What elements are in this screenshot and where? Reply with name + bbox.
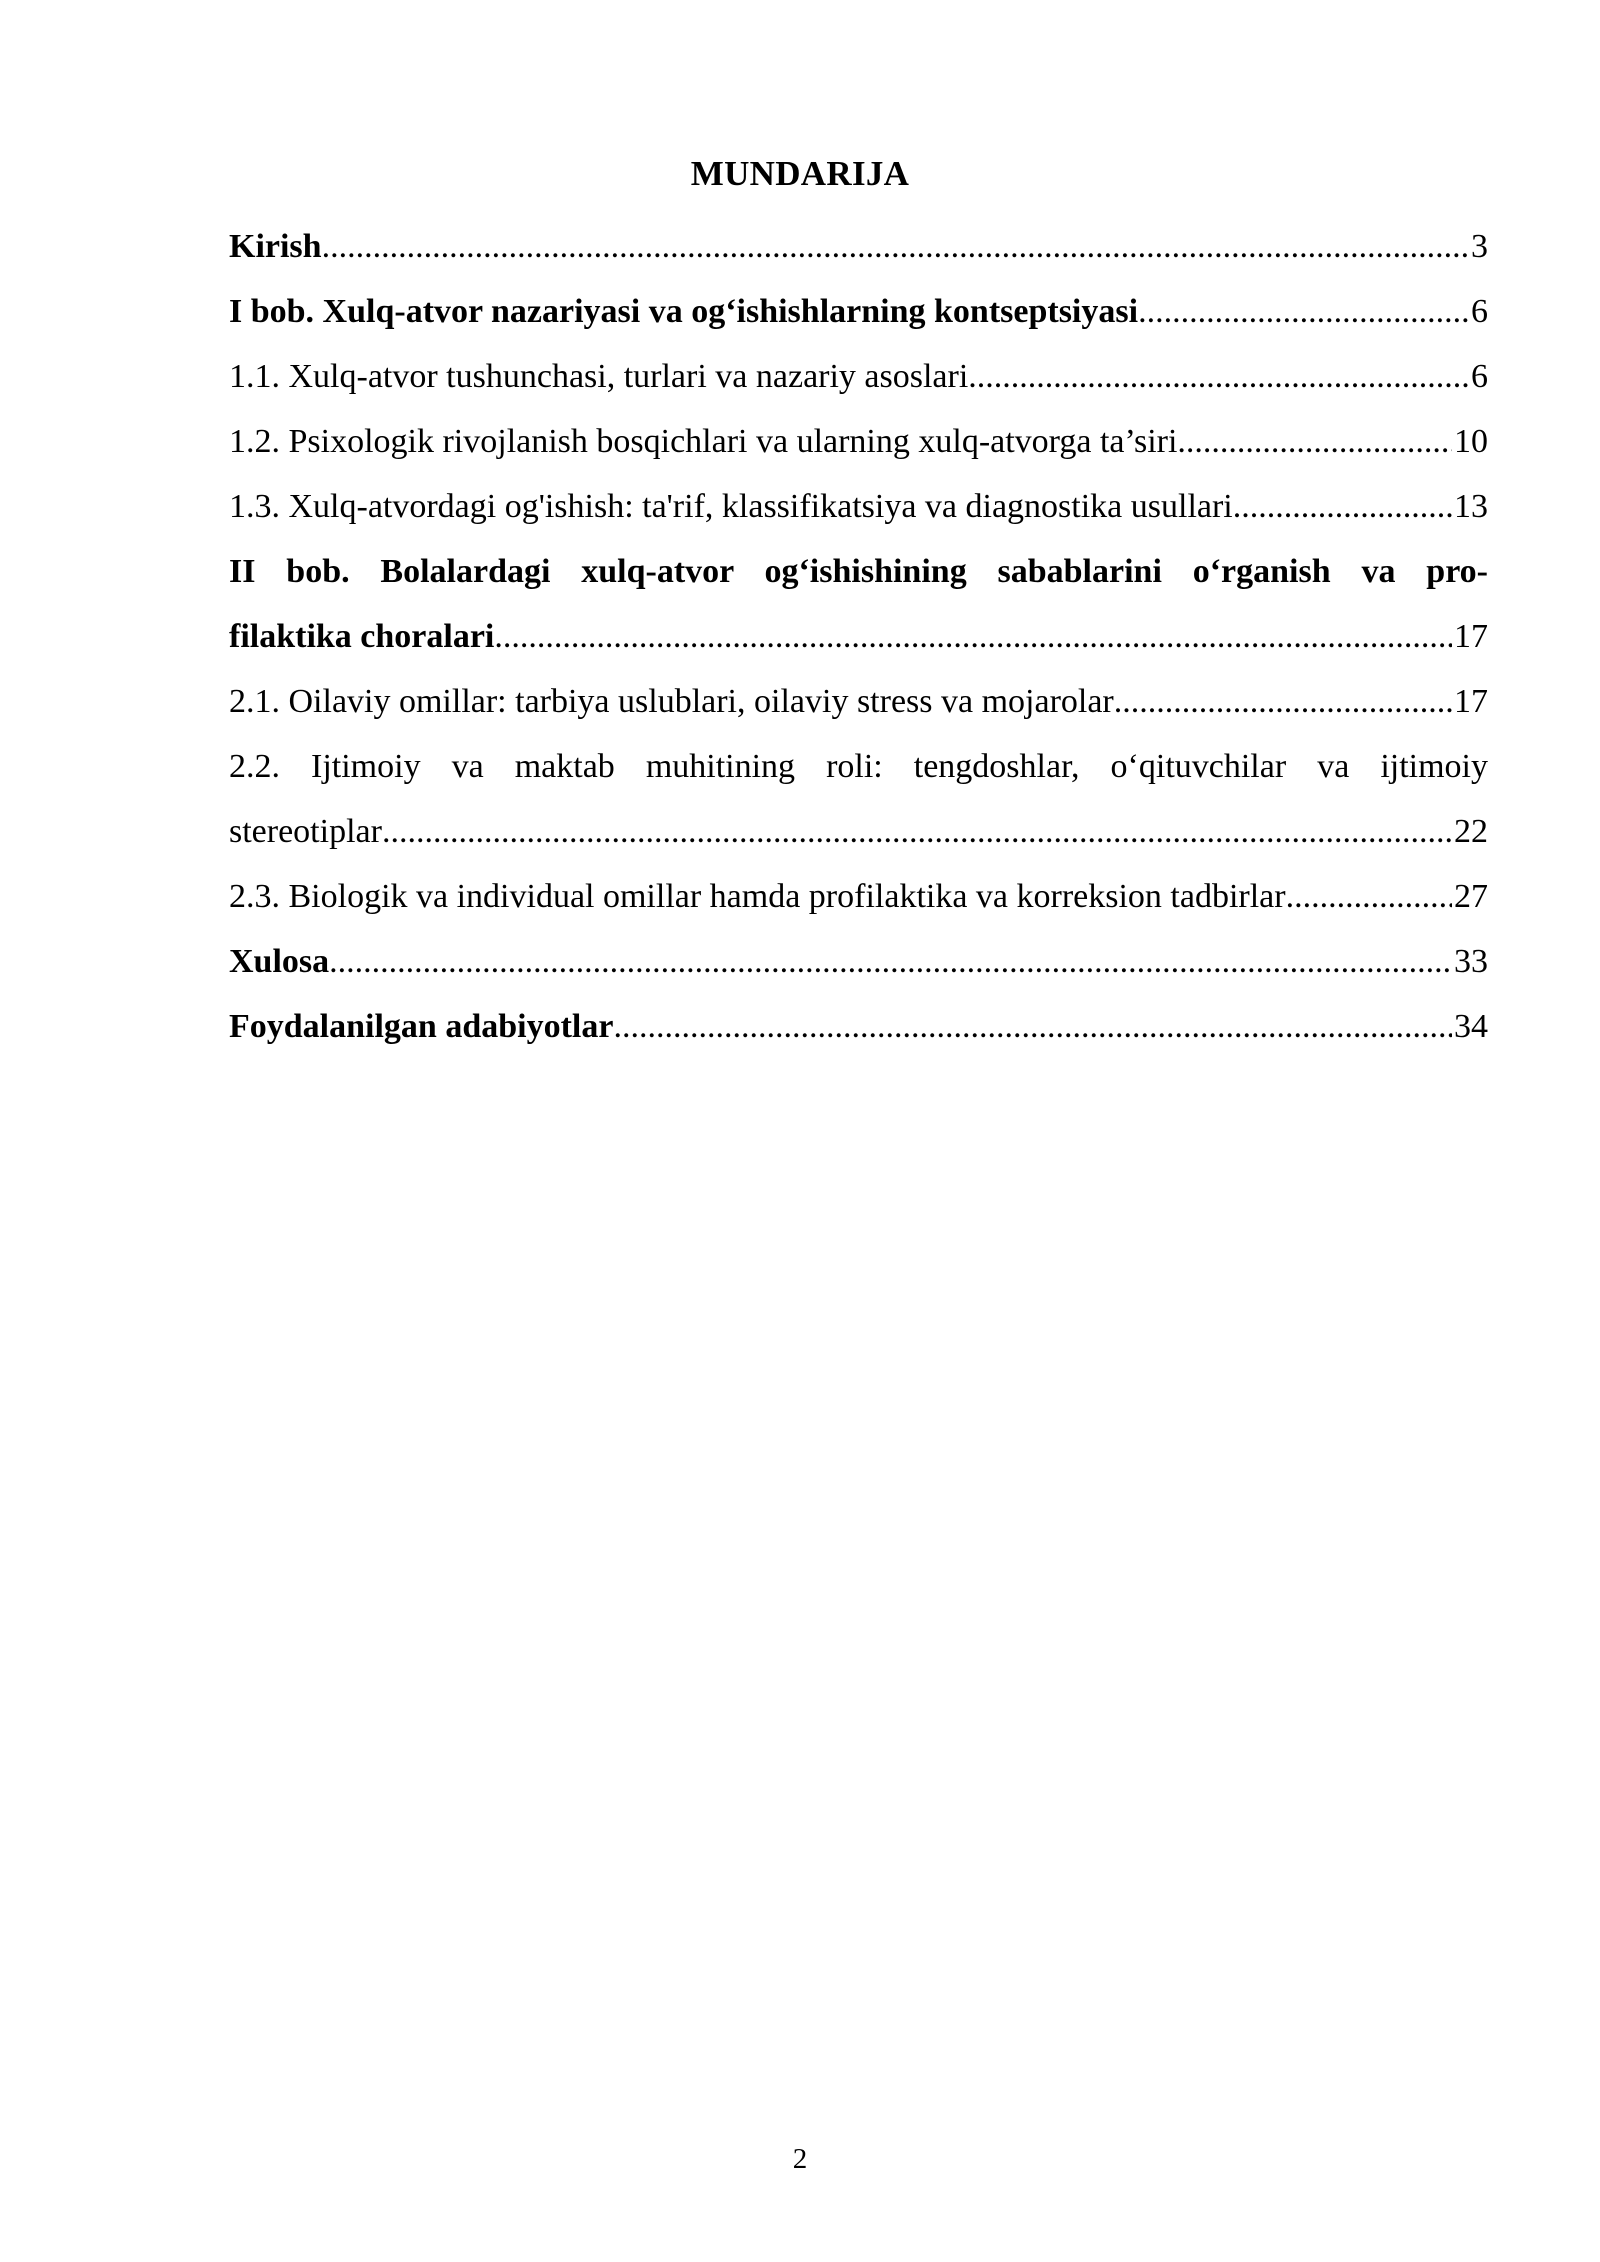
dot-leader bbox=[329, 929, 1452, 994]
toc-entry-title: 1.3. Xulq-atvordagi og'ishish: ta'rif, klassifikatsiya va diagnostika usullari bbox=[229, 488, 1233, 525]
dot-leader bbox=[1138, 279, 1469, 344]
dot-leader bbox=[1114, 669, 1452, 734]
dot-leader bbox=[613, 994, 1452, 1059]
toc-entry-title: 2.1. Oilaviy omillar: tarbiya uslublari, oilaviy stress va mojarolar bbox=[229, 683, 1114, 720]
toc-entry-title: Foydalanilgan adabiyotlar bbox=[229, 1008, 614, 1045]
toc-entry-chapter-1 bbox=[229, 279, 1488, 344]
toc-entry-title-line2-row bbox=[229, 604, 1488, 669]
toc-entry-page: 6 bbox=[1471, 358, 1488, 395]
toc-entry-page: 22 bbox=[1454, 813, 1488, 850]
toc-entry-kirish bbox=[229, 214, 1488, 279]
toc-heading: MUNDARIJA bbox=[690, 154, 910, 193]
toc-entry-page: 6 bbox=[1471, 293, 1488, 330]
toc-entry-page: 34 bbox=[1454, 1008, 1488, 1045]
page-number: 2 bbox=[792, 2143, 808, 2175]
toc-entry-title-line1: II bob. Bolalardagi xulq-atvor og‘ishishining sabablarini o‘rganish va pro- bbox=[229, 553, 1488, 590]
toc-entry-page: 17 bbox=[1454, 618, 1488, 655]
dot-leader bbox=[1233, 474, 1452, 539]
dot-leader bbox=[322, 214, 1469, 279]
toc-entry-references bbox=[229, 994, 1488, 1059]
toc-entry-page: 27 bbox=[1454, 878, 1488, 915]
toc-entry-title-line2-row bbox=[229, 799, 1488, 864]
toc-entry-section-1-3 bbox=[229, 474, 1488, 539]
toc-entry-page: 10 bbox=[1454, 423, 1488, 460]
toc-entry-title: 1.1. Xulq-atvor tushunchasi, turlari va nazariy asoslari bbox=[229, 358, 969, 395]
toc-entry-title-line2: filaktika choralari bbox=[229, 618, 495, 655]
dot-leader bbox=[494, 604, 1452, 669]
toc-entry-page: 17 bbox=[1454, 683, 1488, 720]
dot-leader bbox=[968, 344, 1469, 409]
toc-entry-title-line1: 2.2. Ijtimoiy va maktab muhitining roli: tengdoshlar, o‘qituvchilar va ijtimoiy bbox=[229, 748, 1488, 785]
toc-entry-section-2-1 bbox=[229, 669, 1488, 734]
toc-entry-xulosa bbox=[229, 929, 1488, 994]
toc-entry-chapter-2 bbox=[229, 539, 1488, 669]
toc-entry-title: 2.3. Biologik va individual omillar hamda profilaktika va korreksion tadbirlar bbox=[229, 878, 1286, 915]
dot-leader bbox=[1177, 409, 1452, 474]
toc-entry-title: I bob. Xulq-atvor nazariyasi va og‘ishishlarning kontseptsiyasi bbox=[229, 293, 1139, 330]
toc-entry-section-2-3 bbox=[229, 864, 1488, 929]
toc-entry-section-2-2 bbox=[229, 734, 1488, 864]
toc-entry-title-line2: stereotiplar bbox=[229, 813, 382, 850]
toc-entry-section-1-1 bbox=[229, 344, 1488, 409]
toc-entry-page: 33 bbox=[1454, 943, 1488, 980]
toc-entry-section-1-2 bbox=[229, 409, 1488, 474]
dot-leader bbox=[1286, 864, 1452, 929]
toc-entry-title: Xulosa bbox=[229, 943, 330, 980]
toc-entry-page: 3 bbox=[1471, 228, 1488, 265]
toc-entry-title: 1.2. Psixologik rivojlanish bosqichlari va ularning xulq-atvorga ta’siri bbox=[229, 423, 1178, 460]
dot-leader bbox=[382, 799, 1452, 864]
toc-entry-page: 13 bbox=[1454, 488, 1488, 525]
toc-entry-title: Kirish bbox=[229, 228, 322, 265]
table-of-contents bbox=[229, 214, 1488, 1059]
